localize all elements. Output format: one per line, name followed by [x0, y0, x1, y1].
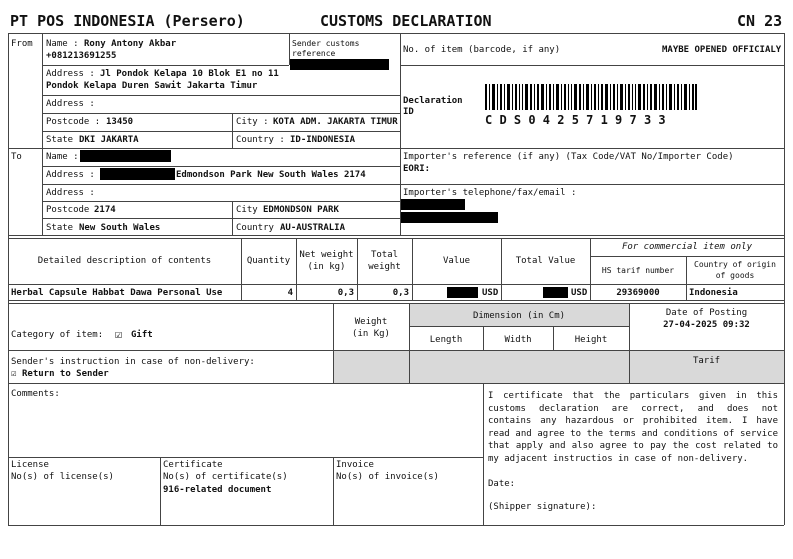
to-postcode: 2174	[94, 205, 116, 215]
from-address2-label: Address :	[46, 99, 95, 109]
content-origin: Indonesia	[689, 288, 738, 298]
company-name: PT POS INDONESIA (Persero)	[10, 12, 245, 30]
certificate-sub-label: No(s) of certificate(s)	[163, 472, 288, 482]
certificate-label: Certificate	[163, 460, 223, 470]
weight-value-cell	[334, 351, 409, 383]
content-value-currency: USD	[482, 288, 499, 298]
dimension-value-cell	[410, 351, 629, 383]
to-address2-label: Address :	[46, 188, 95, 198]
content-net-weight: 0,3	[337, 288, 354, 298]
to-state-label: State	[46, 223, 74, 233]
weight-label: Weight	[354, 317, 388, 327]
from-address-line2: Pondok Kelapa Duren Sawit Jakarta Timur	[46, 81, 258, 91]
length-label: Length	[429, 335, 463, 345]
date-of-posting: 27-04-2025 09:32	[663, 320, 750, 330]
dimension-label: Dimension (in Cm)	[472, 311, 566, 321]
declaration-id-label: Declaration	[403, 96, 463, 106]
to-state: New South Wales	[79, 223, 161, 233]
to-address-label: Address :	[46, 170, 95, 180]
instruction-label: Sender's instruction in case of non-delivery:	[11, 357, 255, 367]
to-label: To	[11, 152, 22, 162]
to-address: Edmondson Park New South Wales 2174	[176, 170, 366, 180]
content-qty: 4	[287, 288, 293, 298]
gift-checkbox[interactable]: ☑	[115, 327, 123, 341]
importer-phone-redaction	[401, 199, 465, 210]
importer-email-redaction	[401, 212, 498, 223]
certificate-value: 916-related document	[163, 485, 272, 495]
return-checkbox[interactable]: ☑	[11, 369, 17, 379]
importer-ref-label: Importer's reference (if any) (Tax Code/VAT No/Importer Code)	[403, 152, 734, 162]
from-city: KOTA ADM. JAKARTA TIMUR	[273, 117, 398, 127]
eori-label: EORI:	[403, 164, 431, 174]
content-hs: 29369000	[616, 288, 660, 298]
form-title: CUSTOMS DECLARATION	[320, 12, 492, 30]
to-name-label: Name :	[46, 152, 79, 162]
item-no-label: No. of item (barcode, if any)	[403, 45, 561, 55]
form-code: CN 23	[737, 12, 783, 30]
declaration-id: C D S 0 4 2 5 7 1 9 7 3 3	[485, 113, 666, 127]
from-postcode-label: Postcode :	[46, 117, 101, 127]
to-address-redaction	[100, 168, 175, 180]
license-sub-label: No(s) of license(s)	[11, 472, 114, 482]
to-name-redaction	[80, 150, 171, 162]
certification-date-label: Date:	[488, 479, 516, 489]
from-label: From	[11, 39, 33, 49]
qty-header: Quantity	[246, 256, 291, 266]
desc-header: Detailed description of contents	[37, 256, 212, 266]
from-country-label: Country :	[236, 135, 285, 145]
from-postcode: 13450	[106, 117, 134, 127]
commercial-header: For commercial item only	[621, 242, 753, 252]
net-weight-header: Net weight	[299, 250, 354, 260]
to-country: AU-AUSTRALIA	[280, 223, 346, 233]
content-total-value-currency: USD	[571, 288, 588, 298]
to-postcode-label: Postcode	[46, 205, 90, 215]
total-value-header: Total Value	[515, 256, 576, 266]
comments-label: Comments:	[11, 389, 60, 399]
from-city-label: City :	[236, 117, 269, 127]
maybe-opened-label: MAYBE OPENED OFFICIALY	[662, 45, 782, 55]
shipper-signature-label: (Shipper signature):	[488, 502, 597, 512]
height-label: Height	[574, 335, 608, 345]
from-address-label: Address :	[46, 69, 95, 79]
date-of-posting-label: Date of Posting	[665, 308, 748, 318]
to-city-label: City	[236, 205, 258, 215]
from-state-label: State	[46, 135, 74, 145]
origin-header-2: of goods	[715, 271, 755, 280]
hs-header: HS tarif number	[601, 266, 675, 275]
sender-ref-redaction	[290, 59, 389, 70]
weight-label-2: (in Kg)	[352, 329, 390, 339]
sender-ref-label: Sender customs	[292, 39, 360, 48]
certification-text: I certificate that the particulars given in this customs declaration are correct, and does not contains any hazardous or prohibited item. I have read and agree to the terms and conditions of service that apply and also agree to pay the cost related to my adjacent instructios in case of non-delivery.	[488, 391, 778, 464]
to-country-label: Country	[236, 223, 274, 233]
declaration-id-label-2: ID	[403, 107, 414, 117]
barcode	[485, 84, 697, 110]
net-weight-header-2: (in kg)	[307, 262, 346, 272]
width-label: Width	[504, 335, 532, 345]
from-state: DKI JAKARTA	[79, 135, 139, 145]
from-address-line1: Jl Pondok Kelapa 10 Blok E1 no 11	[100, 69, 279, 79]
content-total-weight: 0,3	[392, 288, 409, 298]
license-label: License	[11, 460, 49, 470]
category-gift: Gift	[131, 330, 153, 340]
invoice-label: Invoice	[336, 460, 374, 470]
return-to-sender: Return to Sender	[22, 369, 109, 379]
category-label: Category of item:	[11, 330, 104, 340]
tarif-label: Tarif	[692, 356, 721, 366]
value-redaction	[447, 287, 478, 298]
from-phone: +081213691255	[46, 51, 117, 61]
from-name: Rony Antony Akbar	[84, 39, 177, 49]
to-city: EDMONDSON PARK	[263, 205, 339, 215]
from-country: ID-INDONESIA	[290, 135, 356, 145]
sender-ref-label-2: reference	[292, 49, 336, 58]
value-header: Value	[442, 256, 471, 266]
importer-phone-label: Importer's telephone/fax/email :	[403, 188, 577, 198]
total-value-redaction	[543, 287, 568, 298]
content-desc: Herbal Capsule Habbat Dawa Personal Use	[11, 288, 223, 298]
total-weight-header-2: weight	[368, 262, 401, 272]
origin-header: Country of origin	[694, 260, 776, 269]
invoice-sub-label: No(s) of invoice(s)	[336, 472, 439, 482]
from-name-label: Name :	[46, 39, 79, 49]
total-weight-header: Total	[370, 250, 399, 260]
